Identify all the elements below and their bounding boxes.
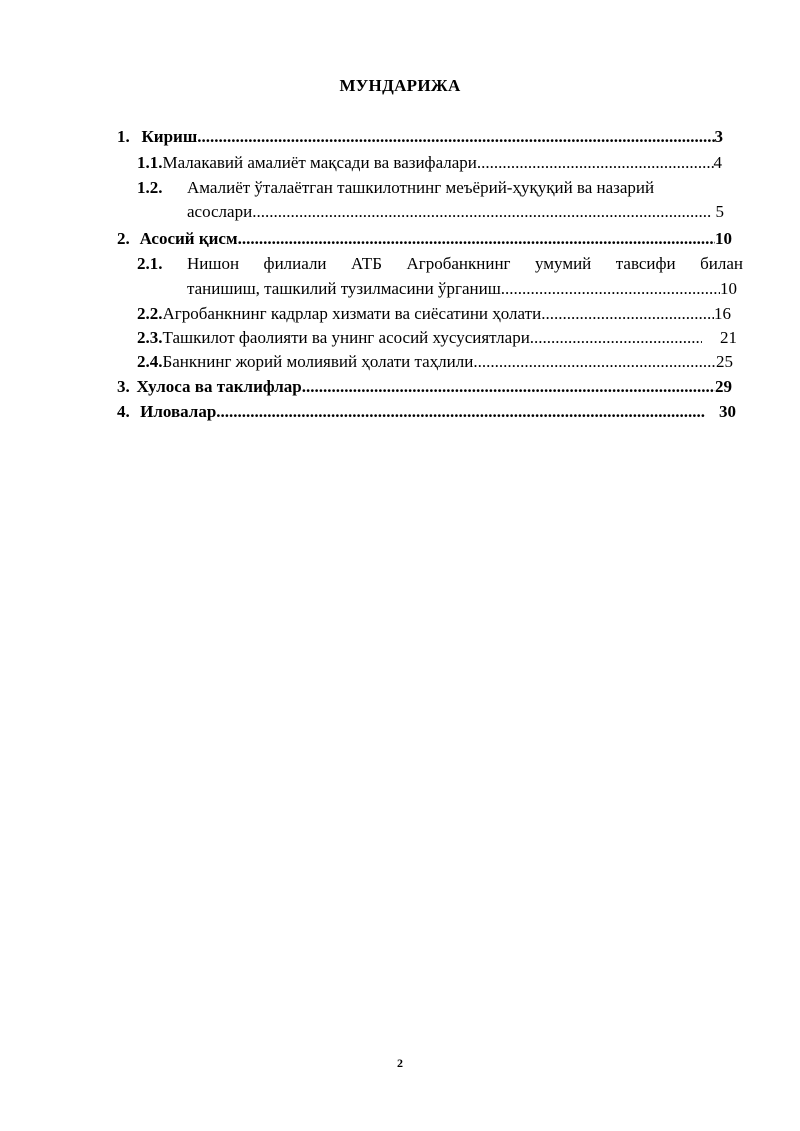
- toc-leader: [473, 350, 716, 374]
- toc-entry-2: [117, 227, 732, 251]
- toc-number: 4.: [117, 402, 130, 421]
- toc-title: Нишон филиали АТБ Агробанкнинг умумий тавсифи билан: [187, 254, 743, 273]
- toc-entry-1-1: [137, 151, 722, 175]
- toc-entry-1-2: [137, 176, 737, 200]
- toc-leader: [530, 326, 702, 350]
- toc-page: 5: [715, 202, 724, 221]
- toc-entry-2-1-continuation: [187, 277, 737, 301]
- toc-number: 2.2.: [137, 304, 163, 323]
- toc-number: 1.1.: [137, 153, 163, 172]
- toc-leader: [541, 302, 714, 326]
- toc-leader: [477, 151, 714, 175]
- toc-page: 10: [715, 229, 732, 248]
- toc-title: Асосий қисм: [139, 229, 238, 248]
- toc-leader: [302, 375, 715, 399]
- toc-leader: [216, 400, 705, 424]
- toc-number: 2.3.: [137, 328, 163, 347]
- toc-title: Амалиёт ўталаётган ташкилотнинг меъёрий-ҳуқуқий ва назарий: [187, 178, 655, 197]
- toc-page: 3: [714, 127, 723, 146]
- toc-title: Ташкилот фаолияти ва унинг асосий хусусиятлари: [162, 328, 530, 347]
- toc-entry-1-2-continuation: [187, 200, 724, 224]
- toc-number: 2.1.: [137, 254, 163, 273]
- toc-entry-2-2: [137, 302, 731, 326]
- toc-title: Агробанкнинг кадрлар хизмати ва сиёсатини ҳолати: [162, 304, 542, 323]
- toc-title-continuation: танишиш, ташкилий тузилмасини ўрганиш: [187, 279, 501, 298]
- toc-leader: [252, 200, 711, 224]
- toc-page: 21: [720, 328, 737, 347]
- toc-title: Малакавий амалиёт мақсади ва вазифалари: [162, 153, 477, 172]
- toc-page: 25: [716, 352, 733, 371]
- toc-entry-3: [117, 375, 732, 399]
- toc-entry-2-3: [137, 326, 737, 350]
- toc-number: 3.: [117, 377, 130, 396]
- toc-title: Банкнинг жорий молиявий ҳолати таҳлили: [162, 352, 474, 371]
- toc-leader: [238, 227, 715, 251]
- page-title: МУНДАРИЖА: [339, 76, 461, 95]
- toc-title: Иловалар: [140, 402, 217, 421]
- toc-number: 2.: [117, 229, 130, 248]
- toc-page: 30: [719, 402, 736, 421]
- toc-entry-4: [117, 400, 736, 424]
- toc-entry-2-4: [137, 350, 733, 374]
- toc-entry-2-1: [137, 252, 743, 276]
- page-number: 2: [397, 1056, 403, 1070]
- toc-page: 10: [720, 279, 737, 298]
- toc-number: 1.: [117, 127, 130, 146]
- toc-leader: [501, 277, 720, 301]
- toc-leader: [197, 125, 714, 149]
- toc-entry-1: [117, 125, 723, 149]
- toc-title-continuation: асослари: [187, 202, 253, 221]
- toc-number: 1.2.: [137, 178, 163, 197]
- toc-title: Хулоса ва таклифлар: [136, 377, 302, 396]
- toc-page: 4: [713, 153, 722, 172]
- toc-page: 29: [715, 377, 732, 396]
- toc-title: Кириш: [141, 127, 198, 146]
- toc-number: 2.4.: [137, 352, 163, 371]
- toc-page: 16: [714, 304, 731, 323]
